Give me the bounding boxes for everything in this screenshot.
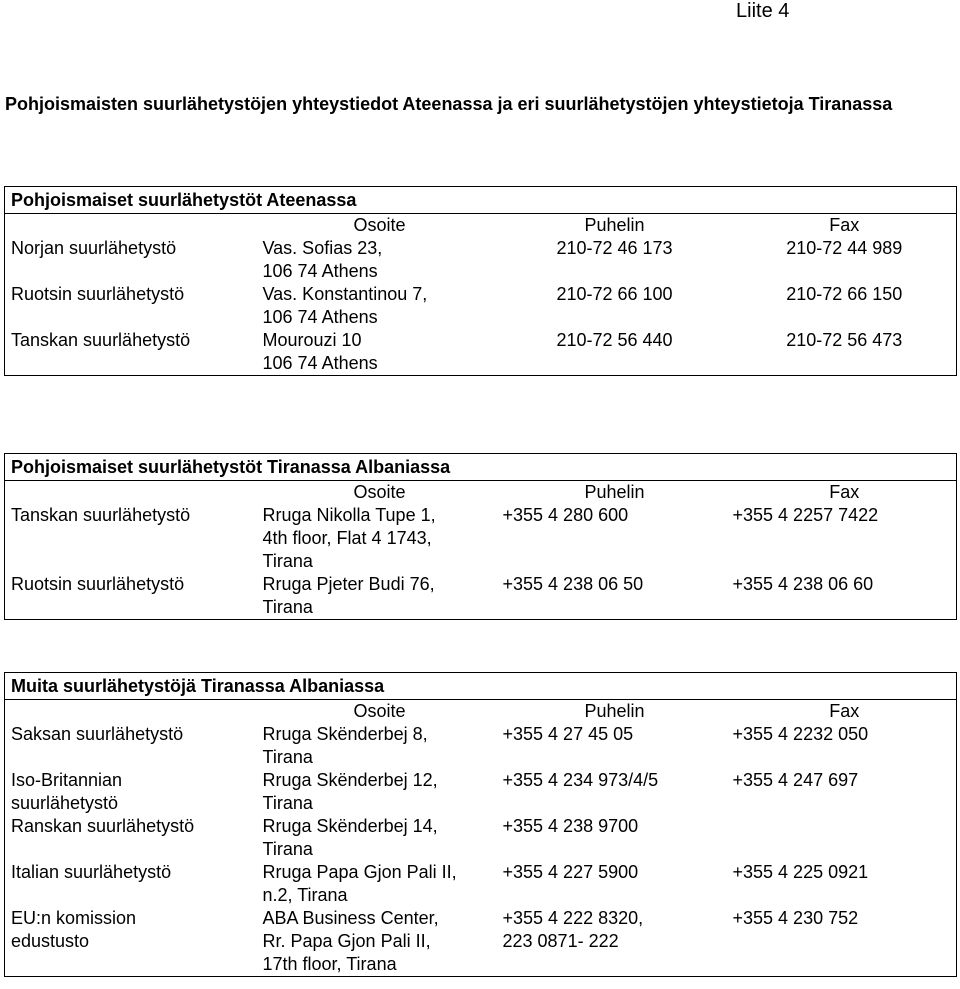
embassy-phone: +355 4 234 973/4/5 [502, 770, 659, 790]
embassy-fax: +355 4 2257 7422 [727, 504, 957, 573]
header-fax: Fax [727, 481, 957, 505]
header-phone: Puhelin [584, 215, 645, 235]
embassy-address: Vas. Konstantinou 7, 106 74 Athens [262, 284, 428, 327]
embassy-name: Saksan suurlähetystö [5, 723, 257, 769]
header-empty [5, 214, 257, 238]
header-address: Osoite [353, 215, 406, 235]
embassy-name: EU:n komission edustusto [5, 907, 257, 977]
embassy-name: Tanskan suurlähetystö [5, 329, 257, 376]
embassy-fax: +355 4 247 697 [727, 769, 957, 815]
embassy-phone: 210-72 66 100 [556, 284, 673, 304]
embassy-name: Italian suurlähetystö [5, 861, 257, 907]
embassy-phone: +355 4 280 600 [502, 505, 629, 525]
table-caption: Pohjoismaiset suurlähetystöt Tiranassa Albaniassa [5, 454, 957, 481]
embassy-address: Rruga Skënderbej 8, Tirana [262, 724, 428, 767]
table-caption: Muita suurlähetystöjä Tiranassa Albaniassa [5, 673, 957, 700]
header-fax: Fax [727, 700, 957, 724]
document-title: Pohjoismaisten suurlähetystöjen yhteystiedot Ateenassa ja eri suurlähetystöjen yhteystietoja Tiranassa [5, 94, 893, 114]
embassies-athens-table [4, 186, 957, 376]
embassy-fax: +355 4 238 06 60 [727, 573, 957, 620]
embassy-name: Ruotsin suurlähetystö [5, 283, 257, 329]
header-address: Osoite [353, 482, 406, 502]
embassy-fax: 210-72 56 473 [727, 329, 957, 376]
embassy-name: Ranskan suurlähetystö [5, 815, 257, 861]
header-fax: Fax [727, 214, 957, 238]
embassy-name: Ruotsin suurlähetystö [5, 573, 257, 620]
embassy-address: Rruga Skënderbej 12, Tirana [262, 770, 438, 813]
header-empty [5, 481, 257, 505]
embassy-name: Iso-Britannian suurlähetystö [5, 769, 257, 815]
embassy-address: ABA Business Center, Rr. Papa Gjon Pali II, 17th floor, Tirana [257, 907, 497, 977]
embassy-phone: +355 4 227 5900 [502, 862, 639, 882]
embassy-fax: +355 4 225 0921 [727, 861, 957, 907]
page-label: Liite 4 [736, 0, 790, 22]
embassy-fax: +355 4 2232 050 [727, 723, 957, 769]
embassy-phone: 210-72 46 173 [556, 238, 673, 258]
embassy-fax: +355 4 230 752 [727, 907, 957, 977]
embassy-name: Tanskan suurlähetystö [5, 504, 257, 573]
embassy-fax: 210-72 66 150 [727, 283, 957, 329]
embassy-fax: 210-72 44 989 [727, 237, 957, 283]
embassy-address: Rruga Pjeter Budi 76, Tirana [257, 573, 497, 620]
embassy-address: Rruga Nikolla Tupe 1, 4th floor, Flat 4 1743, Tirana [262, 505, 436, 571]
embassy-phone: +355 4 238 06 50 [497, 573, 727, 620]
embassy-name: Norjan suurlähetystö [5, 237, 257, 283]
embassy-address: Mourouzi 10 106 74 Athens [257, 329, 497, 376]
embassy-fax [727, 815, 957, 861]
header-empty [5, 700, 257, 724]
header-phone: Puhelin [584, 701, 645, 721]
embassy-phone: +355 4 27 45 05 [502, 724, 634, 744]
header-address: Osoite [353, 701, 406, 721]
embassy-phone: +355 4 222 8320, 223 0871- 222 [497, 907, 727, 977]
header-phone: Puhelin [584, 482, 645, 502]
embassy-phone: 210-72 56 440 [497, 329, 727, 376]
embassy-address: Rruga Skënderbej 14, Tirana [262, 816, 438, 859]
embassies-tirana-nordic-table [4, 453, 957, 620]
embassy-address: Rruga Papa Gjon Pali II, n.2, Tirana [262, 862, 457, 905]
embassy-address: Vas. Sofias 23, 106 74 Athens [262, 238, 383, 281]
embassies-tirana-other-table [4, 672, 957, 977]
embassy-phone: +355 4 238 9700 [502, 816, 639, 836]
table-caption: Pohjoismaiset suurlähetystöt Ateenassa [5, 187, 957, 214]
